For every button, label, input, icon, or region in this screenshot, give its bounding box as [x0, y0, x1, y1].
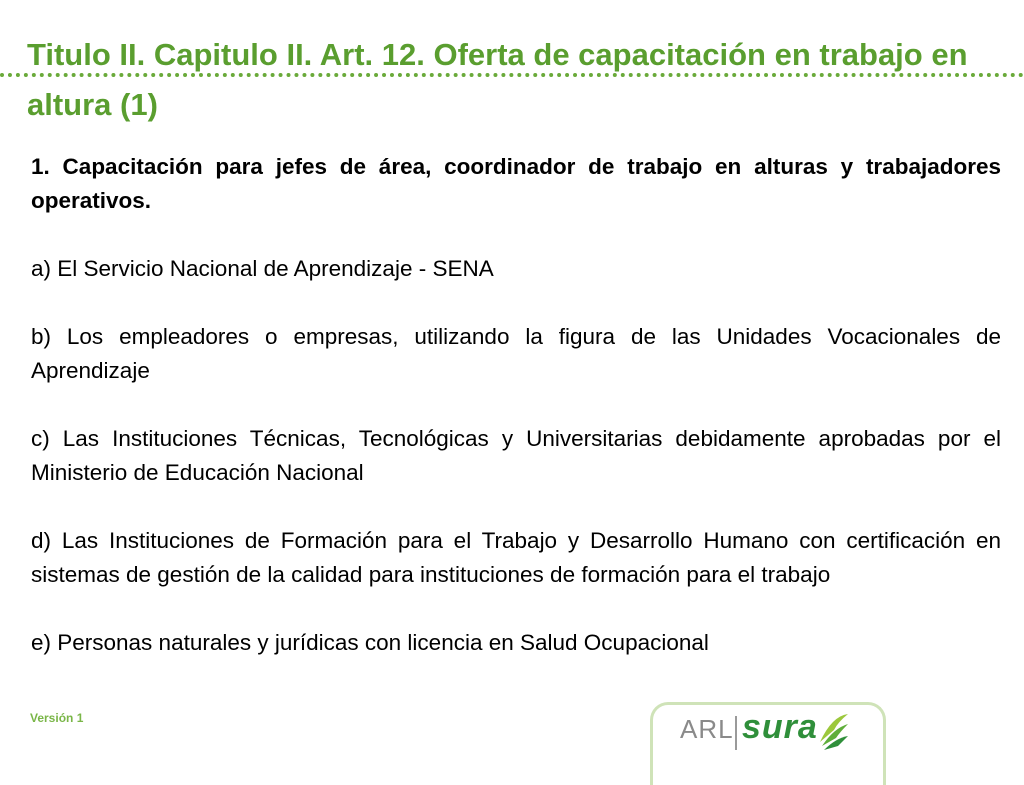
title-divider — [0, 73, 1024, 77]
slide-content — [31, 150, 1001, 694]
list-item-b: b) Los empleadores o empresas, utilizando la figura de las Unidades Vocacionales de Aprendizaje — [31, 324, 1001, 383]
logo-sura-text: sura — [742, 708, 818, 746]
version-label: Versión 1 — [30, 711, 84, 725]
section-heading: 1. Capacitación para jefes de área, coordinador de trabajo en alturas y trabajadores operativos. — [31, 154, 1001, 213]
logo-divider — [735, 716, 737, 750]
list-item-c: c) Las Instituciones Técnicas, Tecnológicas y Universitarias debidamente aprobadas por el Ministerio de Educación Nacional — [31, 426, 1001, 485]
sura-leaf-icon — [816, 712, 850, 752]
logo-arl-text: ARL — [680, 714, 734, 744]
slide-title: Titulo II. Capitulo II. Art. 12. Oferta de capacitación en trabajo en altura (1) — [27, 37, 968, 122]
list-item-a: a) El Servicio Nacional de Aprendizaje - SENA — [31, 256, 494, 281]
list-item-d: d) Las Instituciones de Formación para el Trabajo y Desarrollo Humano con certificación en sistemas de gestión de la calidad para instituciones de formación para el trabajo — [31, 528, 1001, 587]
list-item-e: e) Personas naturales y jurídicas con licencia en Salud Ocupacional — [31, 630, 709, 655]
